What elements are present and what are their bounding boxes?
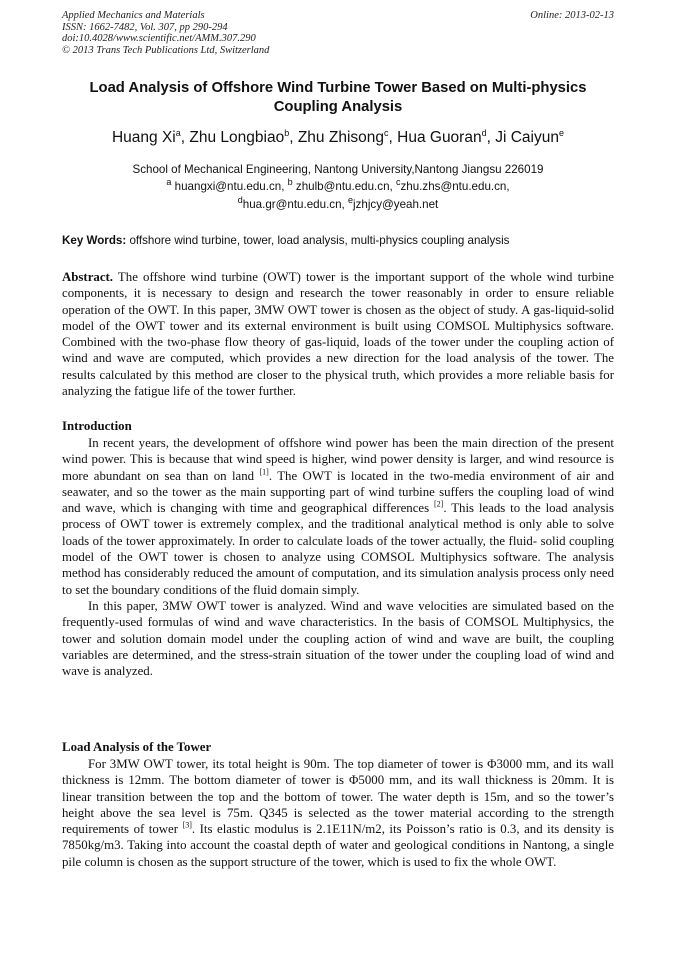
author-sup: c bbox=[384, 127, 389, 138]
load-p1-text-a: For 3MW OWT tower, its total height is 90m. The top diameter of tower is Φ3000 mm, and its wall thickness is 12mm. The bottom diameter of tower is Φ5000 mm, and its wall thickness is 20mm. It is linear transition between the top and the bottom of tower. The water depth is 15m, and so the tower’s height above the sea level is 75m. Q345 is selected as the tower material according to the strength requirements of tower bbox=[62, 757, 614, 837]
intro-paragraph-2: In this paper, 3MW OWT tower is analyzed. Wind and wave velocities are simulated based on the frequently-used formulas of wind and wave characteristics. In the basis of COMSOL Multiphysics, the tower and solution domain model under the coupling action of wind and wave are built, the coupling variables are determined, and the stress-strain situation of the tower under the coupling load of wind and wave is analyzed. bbox=[62, 598, 614, 679]
email-address[interactable]: jzhjcy@yeah.net bbox=[353, 197, 439, 211]
email-sup: b bbox=[287, 177, 293, 188]
introduction-body bbox=[62, 435, 614, 679]
author-name: Zhu Longbiao bbox=[189, 129, 285, 146]
online-date: Online: 2013-02-13 bbox=[530, 10, 614, 21]
abstract-text: The offshore wind turbine (OWT) tower is the important support of the whole wind turbine components, it is necessary to design and research the tower reasonably in order to ensure reliable operation of the OWT. In this paper, 3MW OWT tower is chosen as the object of study. A gas-liquid-solid model of the OWT tower and its external environment is built using COMSOL Multiphysics software. Combined with the two-phase flow theory of gas-liquid, loads of the tower under the coupling action of wind and wave are computed, which provides a new direction for the load analysis of the tower. The results calculated by this method are closer to the physical truth, which provides a more reliable basis for analyzing the fatigue life of the tower further. bbox=[62, 270, 614, 399]
load-paragraph-1 bbox=[62, 756, 614, 870]
load-analysis-body bbox=[62, 756, 614, 870]
author-sup: e bbox=[558, 127, 564, 138]
keywords bbox=[62, 233, 614, 248]
email-sup: c bbox=[395, 177, 401, 188]
email-line-2: $^d$hua.gr@ntu.edu.cn, $^e$jzhjcy@yeah.net bbox=[237, 194, 439, 211]
title-line-1: Load Analysis of Offshore Wind Turbine Tower Based on Multi-physics bbox=[89, 80, 587, 96]
email-line-1: $^a$ huangxi@ntu.edu.cn, $^b$ zhulb@ntu.edu.cn, $^c$zhu.zhs@ntu.edu.cn, bbox=[166, 177, 510, 193]
author-name: Hua Guoran bbox=[397, 129, 482, 146]
author-name: Zhu Zhisong bbox=[297, 129, 385, 146]
author-sup: a bbox=[175, 127, 181, 138]
intro-p1-text-c: . This leads to the load analysis process of OWT tower is extremely complex, and the traditional analytical method is only able to solve loads of the tower approximately. In order to calculate loads of the tower actually, the fluid- solid coupling model of the OWT tower is chosen to analyze using COMSOL Multiphysics software. The analysis method has considerably reduced the amount of computation, and its simulation analysis process only need to set the boundary conditions of the fluid domain simply. bbox=[62, 501, 614, 597]
email-sup: e bbox=[348, 194, 354, 205]
intro-p1-text-a: In recent years, the development of offshore wind power has been the main direction of the present wind power. This is because that wind speed is higher, wind power density is larger, and wind resource is more abundant on sea than on land bbox=[62, 436, 614, 483]
email-address[interactable]: hua.gr@ntu.edu.cn bbox=[242, 197, 342, 211]
section-heading-introduction: Introduction bbox=[62, 419, 132, 433]
abstract bbox=[62, 269, 614, 399]
journal-copyright: © 2013 Trans Tech Publications Ltd, Switzerland bbox=[62, 44, 270, 56]
journal-name: Applied Mechanics and Materials bbox=[62, 10, 205, 21]
email-address[interactable]: huangxi@ntu.edu.cn bbox=[174, 180, 282, 193]
citation-3[interactable]: [3] bbox=[182, 820, 192, 830]
email-list bbox=[62, 178, 614, 213]
author-list: Huang Xi$^a$, Zhu Longbiao$^b$, Zhu Zhisong$^c$, Hua Guoran$^d$, Ji Caiyun$^e$ bbox=[111, 127, 564, 146]
journal-doi: doi:10.4028/www.scientific.net/AMM.307.290 bbox=[62, 33, 256, 44]
author-sup: d bbox=[481, 127, 487, 138]
section-heading-load-analysis: Load Analysis of the Tower bbox=[62, 740, 212, 754]
keywords-text: offshore wind turbine, tower, load analysis, multi-physics coupling analysis bbox=[129, 234, 510, 247]
paper-title bbox=[62, 79, 614, 117]
abstract-label: Abstract. bbox=[62, 270, 114, 284]
load-p1-text-b: . Its elastic modulus is 2.1E11N/m2, its Poisson’s ratio is 0.3, and its density is 7850kg/m3. Taking into account the coastal depth of water and geological conditions in Nantong, a single pile column is chosen as the support structure of the tower, which is used to fix the whole OWT. bbox=[62, 822, 615, 869]
email-address[interactable]: zhu.zhs@ntu.edu.cn bbox=[400, 180, 507, 193]
title-line-2: Coupling Analysis bbox=[273, 99, 403, 115]
keywords-label: Key Words: bbox=[62, 234, 127, 247]
affiliation: School of Mechanical Engineering, Nantong University,Nantong Jiangsu 226019 bbox=[132, 163, 544, 176]
email-sup: a bbox=[166, 177, 172, 188]
email-address[interactable]: zhulb@ntu.edu.cn bbox=[295, 180, 390, 193]
intro-p1-text-b: . The OWT is located in the two-media environment of air and seawater, and so the tower as the main supporting part of wind turbine suffers the coupling load of wind and wave, which is changing with time and geographical differences bbox=[62, 468, 614, 516]
author-name: Huang Xi bbox=[111, 129, 176, 146]
citation-1[interactable]: [1] bbox=[259, 467, 269, 477]
journal-header bbox=[62, 10, 614, 56]
author-name: Ji Caiyun bbox=[495, 129, 559, 146]
citation-2[interactable]: [2] bbox=[434, 499, 444, 509]
journal-issn: ISSN: 1662-7482, Vol. 307, pp 290-294 bbox=[62, 21, 228, 33]
intro-paragraph-1 bbox=[62, 435, 614, 598]
email-sup: d bbox=[237, 194, 243, 205]
author-sup: b bbox=[284, 127, 290, 138]
